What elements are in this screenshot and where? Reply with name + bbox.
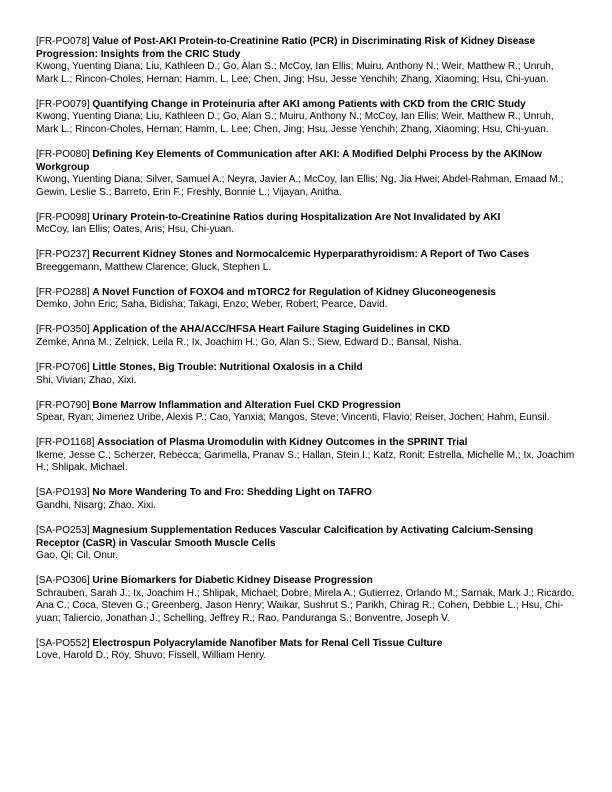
abstract-code: [SA-PO552]: [36, 637, 90, 649]
abstract-authors: Gandhi, Nisarg; Zhao, Xixi.: [36, 499, 157, 511]
abstract-code: [FR-PO078]: [36, 36, 90, 47]
abstract-code: [SA-PO253]: [36, 524, 90, 536]
abstract-code: [FR-PO080]: [36, 148, 90, 160]
abstract-code: [FR-PO706]: [36, 362, 90, 374]
abstract-title: Little Stones, Big Trouble: Nutritional Oxalosis in a Child: [92, 362, 363, 374]
abstract-entry: [36, 487, 578, 512]
abstract-title: Urinary Protein-to-Creatinine Ratios during Hospitalization Are Not Invalidated by AKI: [92, 211, 501, 223]
abstract-code: [FR-PO098]: [36, 211, 90, 223]
abstract-authors: Shi, Vivian; Zhao, Xixi.: [36, 374, 137, 386]
abstract-title: Quantifying Change in Proteinuria after AKI among Patients with CKD from the CRIC Study: [92, 98, 526, 110]
abstract-title: Bone Marrow Inflammation and Alteration Fuel CKD Progression: [92, 399, 401, 411]
abstract-title: Magnesium Supplementation Reduces Vascular Calcification by Activating Calcium-Sensing Receptor (CaSR) in Vascular Smooth Muscle Cells: [36, 524, 534, 549]
abstract-authors: Schrauben, Sarah J.; Ix, Joachim H.; Shlipak, Michael; Dobre, Mirela A.; Gutierrez, Orlando M.; Sarnak, Mark J.; Ricardo, Ana C.; Coca, Steven G.; Greenberg, Jason Henry; Waikar, Sushrut S.; Parikh, Chirag R.; Cohen, Debbie L.; Hsu, Chi-yuan; Taliercio, Jonathan J.; Schelling, Jeffrey R.; Rao, Panduranga S.; Bonventre, Joseph V.: [36, 587, 575, 624]
abstract-authors: Gao, Qi; Cil, Onur.: [36, 550, 119, 562]
abstract-entry: [36, 324, 578, 349]
abstract-entry: [36, 99, 578, 137]
abstract-code: [SA-PO193]: [36, 487, 90, 499]
abstract-title: Association of Plasma Uromodulin with Kidney Outcomes in the SPRINT Trial: [97, 437, 468, 449]
abstract-code: [FR-PO079]: [36, 98, 90, 110]
abstract-title: No More Wandering To and Fro: Shedding Light on TAFRO: [92, 487, 372, 499]
abstract-authors: Zemke, Anna M.; Zelnick, Leila R.; Ix, Joachim H.; Go, Alan S.; Siew, Edward D.; Bansal, Nisha.: [36, 337, 462, 349]
abstract-entry: [36, 36, 578, 86]
abstract-code: [FR-PO790]: [36, 399, 90, 411]
abstract-title: Urine Biomarkers for Diabetic Kidney Disease Progression: [92, 575, 373, 587]
abstract-title: Value of Post-AKI Protein-to-Creatinine Ratio (PCR) in Discriminating Risk of Kidney Disease Progression: Insights from the CRIC Study: [36, 36, 536, 60]
abstract-entry: [36, 212, 578, 237]
abstract-entry: [36, 249, 578, 274]
abstract-entry: [36, 437, 578, 475]
abstract-authors: Spear, Ryan; Jimenez Uribe, Alexis P.; Cao, Yanxia; Mangos, Steve; Vincenti, Flavio; Reiser, Jochen; Hahm, Eunsil.: [36, 412, 550, 424]
abstract-title: Electrospun Polyacrylamide Nanofiber Mats for Renal Cell Tissue Culture: [92, 637, 443, 649]
abstract-authors: Kwong, Yuenting Diana; Silver, Samuel A.; Neyra, Javier A.; McCoy, Ian Ellis; Ng, Jia Hwei; Abdel-Rahman, Emaad M.; Gewin, Leslie S.; Barreto, Erin F.; Freshly, Bonnie L.; Vijayan, Anitha.: [36, 174, 564, 198]
abstract-authors: McCoy, Ian Ellis; Oates, Aris; Hsu, Chi-yuan.: [36, 224, 235, 236]
abstract-entry: [36, 525, 578, 563]
abstract-title: Application of the AHA/ACC/HFSA Heart Failure Staging Guidelines in CKD: [92, 324, 451, 336]
abstract-authors: Demko, John Eric; Saha, Bidisha; Takagi, Enzo; Weber, Robert; Pearce, David.: [36, 299, 388, 311]
abstract-title: A Novel Function of FOXO4 and mTORC2 for Regulation of Kidney Gluconeogenesis: [92, 286, 496, 298]
abstract-code: [FR-PO237]: [36, 249, 90, 261]
abstract-authors: Kwong, Yuenting Diana; Liu, Kathleen D.; Go, Alan S.; McCoy, Ian Ellis; Muiru, Anthony N.; Weir, Matthew R.; Unruh, Mark L.; Rincon-Choles, Hernan; Hamm, L. Lee; Chen, Jing; Hsu, Jesse Yenchih; Zhang, Xiaoming; Hsu, Chi-yuan.: [36, 61, 554, 85]
abstract-authors: Love, Harold D.; Roy, Shuvo; Fissell, William Henry.: [36, 650, 267, 662]
abstract-authors: Ikeme, Jesse C.; Scherzer, Rebecca; Garimella, Pranav S.; Hallan, Stein I.; Katz, Ronit; Estrella, Michelle M.; Ix, Joachim H.; Shlipak, Michael.: [36, 449, 575, 474]
abstract-code: [FR-PO1168]: [36, 437, 95, 449]
abstract-entry: [36, 575, 578, 625]
abstract-code: [SA-PO306]: [36, 575, 90, 587]
abstract-title: Defining Key Elements of Communication after AKI: A Modified Delphi Process by the AKINow Workgroup: [36, 148, 542, 173]
abstract-code: [FR-PO288]: [36, 286, 90, 298]
abstract-entry: [36, 638, 578, 663]
abstract-code: [FR-PO350]: [36, 324, 90, 336]
abstract-entry: [36, 362, 578, 387]
abstract-entry: [36, 400, 578, 425]
abstract-entry: [36, 287, 578, 312]
abstract-authors: Breeggemann, Matthew Clarence; Gluck, Stephen L.: [36, 261, 272, 273]
abstract-list: [36, 36, 578, 675]
abstract-entry: [36, 149, 578, 199]
abstract-title: Recurrent Kidney Stones and Normocalcemic Hyperparathyroidism: A Report of Two Cases: [92, 249, 530, 261]
abstract-authors: Kwong, Yuenting Diana; Liu, Kathleen D.; Go, Alan S.; Muiru, Anthony N.; McCoy, Ian Ellis; Weir, Matthew R.; Unruh, Mark L.; Rincon-Choles, Hernan; Hamm, L. Lee; Chen, Jing; Hsu, Jesse Yenchih; Zhang, Xiaoming; Hsu, Chi-yuan.: [36, 111, 554, 135]
